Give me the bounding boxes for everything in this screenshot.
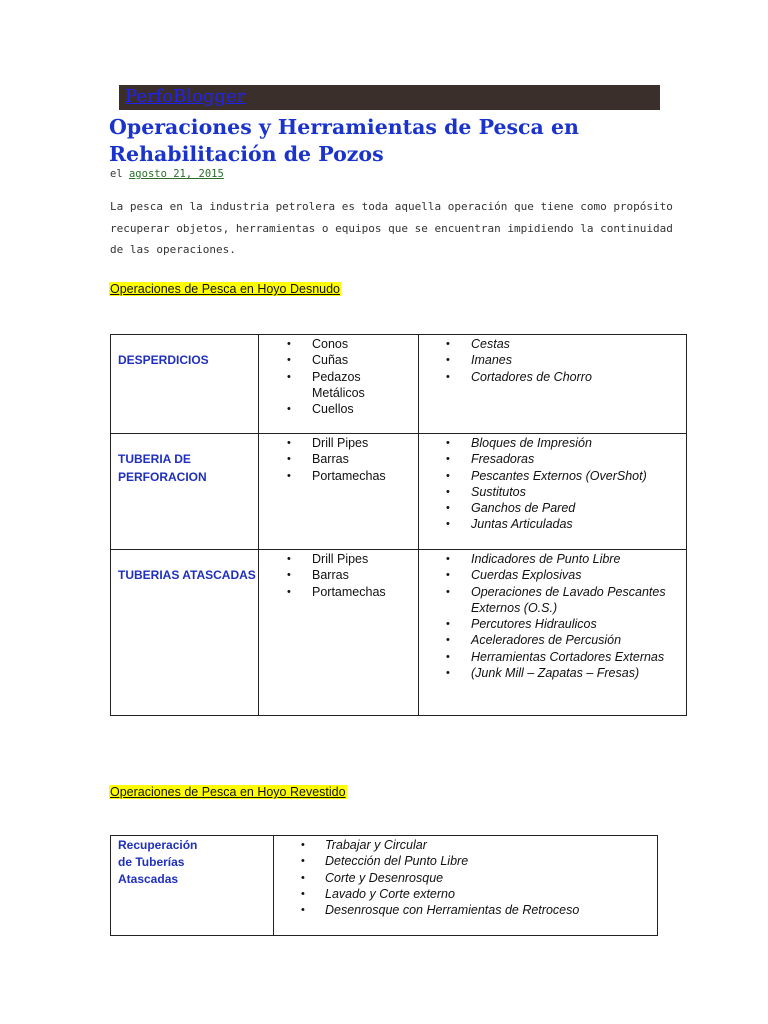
list-item: • (Junk Mill – Zapatas – Fresas) [419,665,686,681]
list-item: • Operaciones de Lavado Pescantes Externos (O.S.) [419,584,686,617]
tools-cell [419,335,687,434]
tools-list [419,435,686,533]
table-row [111,836,658,936]
tools-list [419,336,686,385]
table-row [111,434,687,550]
category-cell [111,335,259,434]
list-item: • Bloques de Impresión [419,435,686,451]
blog-name-link[interactable]: PerfoBlogger [125,86,246,107]
category-cell [111,550,259,716]
list-item: • Drill Pipes [259,551,418,567]
category-label: DESPERDICIOS [118,353,209,367]
category-label: TUBERIA DE PERFORACION [118,452,207,484]
list-item: • Barras [259,567,418,583]
intro-paragraph: La pesca en la industria petrolera es toda aquella operación que tiene como propósito recuperar objetos, herramientas o equipos que se encuentran impidiendo la continuidad de las operaciones. [110,200,673,256]
tools-list [419,551,686,681]
tools-cell [274,836,658,936]
items-cell [259,434,419,550]
list-item: • Cuerdas Explosivas [419,567,686,583]
category-cell [111,836,274,936]
list-item: • Aceleradores de Percusión [419,632,686,648]
items-cell [259,335,419,434]
tools-cell [419,550,687,716]
table-row [111,550,687,716]
date-prefix: el [110,168,123,180]
post-date [110,168,224,180]
list-item: • Pescantes Externos (OverShot) [419,468,686,484]
table-row [111,335,687,434]
table-hoyo-desnudo [110,334,687,716]
list-item: • Portamechas [259,468,418,484]
list-item: • Herramientas Cortadores Externas [419,649,686,665]
tools-list [274,837,657,918]
list-item: • Cuñas [259,352,418,368]
date-link[interactable]: agosto 21, 2015 [128,168,224,180]
post-title: Operaciones y Herramientas de Pesca en Rehabilitación de Pozos [109,115,579,166]
blog-header-banner [119,85,660,110]
category-label: Recuperación de Tuberías Atascadas [118,838,198,886]
list-item: • Lavado y Corte externo [274,886,657,902]
list-item: • Juntas Articuladas [419,516,686,532]
list-item: • Conos [259,336,418,352]
items-list [259,551,418,600]
list-item: • Corte y Desenrosque [274,870,657,886]
list-item: • Portamechas [259,584,418,600]
list-item: • Percutores Hidraulicos [419,616,686,632]
list-item: • Cestas [419,336,686,352]
items-list [259,336,418,417]
list-item: • Indicadores de Punto Libre [419,551,686,567]
section-heading-hoyo-revestido: Operaciones de Pesca en Hoyo Revestido [110,785,346,799]
list-item: • Cortadores de Chorro [419,369,686,385]
list-item: • Fresadoras [419,451,686,467]
list-item: • Drill Pipes [259,435,418,451]
items-cell [259,550,419,716]
category-cell [111,434,259,550]
items-list [259,435,418,484]
list-item: • Trabajar y Circular [274,837,657,853]
list-item: • Ganchos de Pared [419,500,686,516]
list-item: • Barras [259,451,418,467]
list-item: • Cuellos [259,401,418,417]
list-item: • Pedazos Metálicos [259,369,418,402]
category-label: TUBERIAS ATASCADAS [118,568,256,582]
section-heading-hoyo-desnudo: Operaciones de Pesca en Hoyo Desnudo [110,282,341,296]
list-item: • Detección del Punto Libre [274,853,657,869]
tools-cell [419,434,687,550]
table-hoyo-revestido [110,835,658,936]
list-item: • Imanes [419,352,686,368]
list-item: • Sustitutos [419,484,686,500]
list-item: • Desenrosque con Herramientas de Retroceso [274,902,657,918]
